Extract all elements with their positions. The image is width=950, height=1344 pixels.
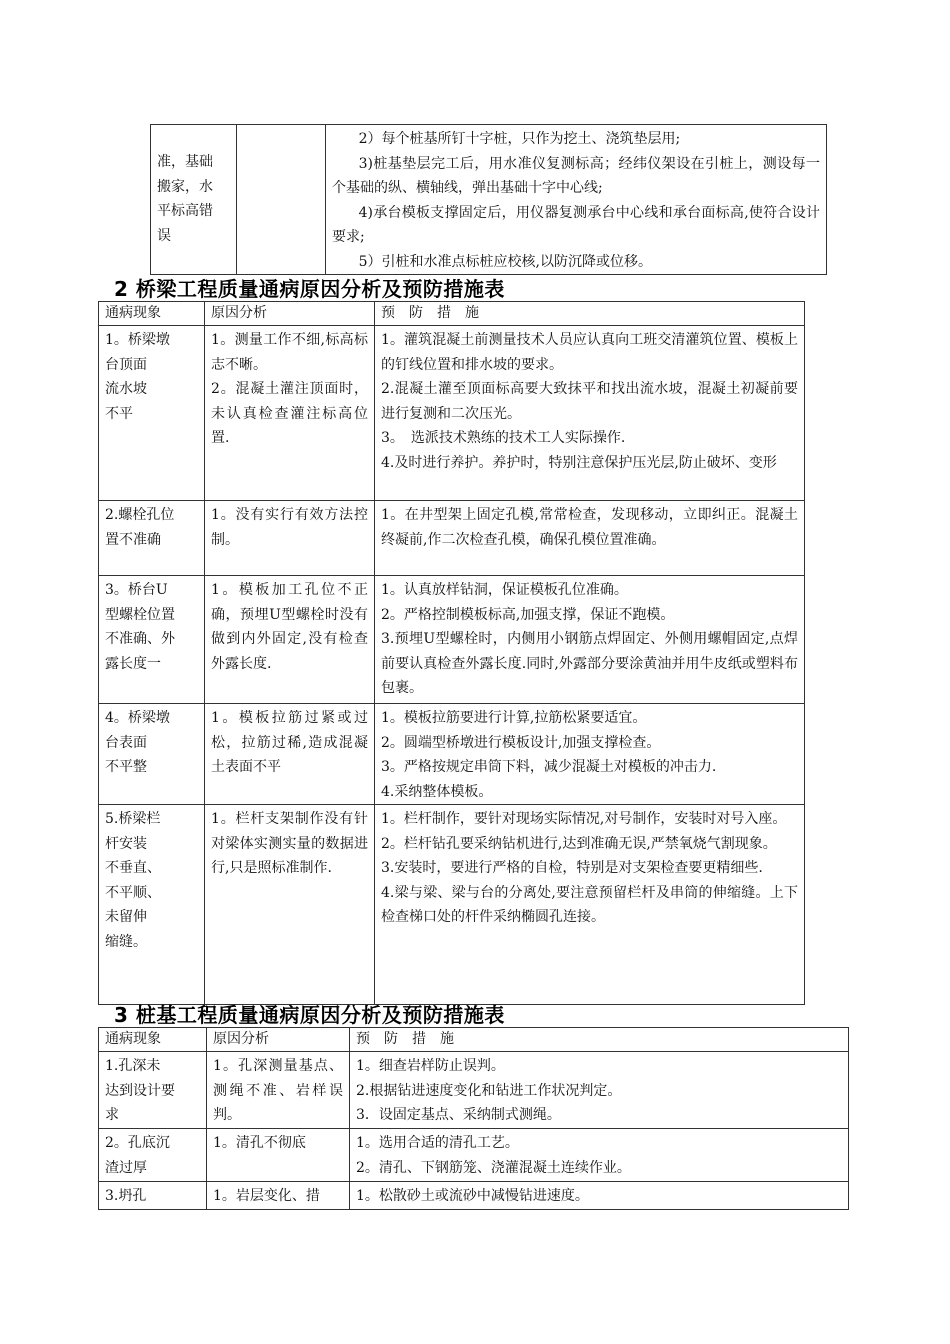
cause-item: 1。没有实行有效方法控制。 — [211, 507, 368, 548]
cell-line: 不垂直、 — [105, 860, 161, 876]
column-header-phenomenon: 通病现象 — [99, 1028, 207, 1052]
measure-item: 2。严格控制模板标高,加强支撑，保证不跑模。 — [381, 606, 675, 623]
cell-line: 未留伸 — [105, 909, 147, 925]
measure-item: 1。选用合适的清孔工艺。 — [356, 1135, 519, 1151]
measures-cell — [375, 576, 805, 704]
measure-item: 2。圆端型桥墩进行模板设计,加强支撑检查。 — [381, 734, 661, 751]
measure-item: 3.预埋U型螺栓时，内侧用小钢筋点焊固定、外侧用螺帽固定,点焊前要认真检查外露长度.同时,外露部分要涂黄油并用牛皮纸或塑料布包裹。 — [381, 631, 798, 696]
table-pile-quality — [98, 1027, 849, 1210]
cause-item: 1。岩层变化、措 — [213, 1188, 320, 1204]
phenomenon-cell — [99, 576, 205, 704]
cell-line: 求 — [105, 1107, 119, 1123]
column-header-phenomenon: 通病现象 — [99, 302, 205, 326]
measure-item: 2.根据钻进速度变化和钻进工作状况判定。 — [356, 1082, 622, 1099]
measure-item: 2。清孔、下钢筋笼、浇灌混凝土连续作业。 — [356, 1159, 631, 1176]
measure-item: 4)承台模板支撑固定后，用仪器复测承台中心线和承台面标高,使符合设计要求; — [332, 204, 820, 245]
measure-item: 5）引桩和水准点标桩应校核,以防沉降或位移。 — [358, 253, 652, 270]
cell-line: 5.桥梁栏 — [105, 811, 161, 827]
cell-line: 1.孔深未 — [105, 1058, 161, 1074]
cell-line: 1。桥梁墩 — [105, 332, 170, 348]
measure-item: 3.安装时，要进行严格的自检，特别是对支架检查要更精细些. — [381, 860, 763, 876]
column-header-cause: 原因分析 — [205, 302, 375, 326]
cell-line: 搬家，水 — [157, 178, 213, 195]
measure-item: 4.采纳整体模板。 — [381, 783, 493, 800]
cell-line: 置不准确 — [105, 531, 161, 548]
measure-item: 3。严格按规定串筒下料，减少混凝土对模板的冲击力. — [381, 759, 717, 775]
cell-line: 不平 — [105, 405, 133, 422]
cell-line: 3.坍孔 — [105, 1188, 147, 1204]
table-header-row — [99, 1028, 849, 1052]
cause-item: 1。测量工作不细,标高标志不晰。 — [211, 332, 368, 373]
cell-line: 不准确、外 — [105, 631, 175, 647]
measure-item: 1。细查岩样防止误判。 — [356, 1058, 505, 1074]
phenomenon-cell — [151, 125, 237, 275]
table-header-row — [99, 302, 805, 326]
cause-cell — [205, 576, 375, 704]
cell-line: 达到设计要 — [105, 1082, 175, 1099]
cause-cell — [237, 125, 326, 275]
measure-item: 2。栏杆钻孔要采纳钻机进行,达到准确无误,严禁氧烧气割现象。 — [381, 835, 777, 852]
cell-line: 露长度一 — [105, 655, 161, 672]
table-1-continuation — [150, 124, 827, 275]
cause-cell — [207, 1129, 350, 1182]
phenomenon-cell — [99, 1129, 207, 1182]
cell-line: 平标高错 — [157, 203, 213, 219]
table-row — [99, 1129, 849, 1182]
cause-item: 2。混凝土灌注顶面时，未认真检查灌注标高位置. — [211, 381, 368, 446]
section-2-title: 2 桥梁工程质量通病原因分析及预防措施表 — [114, 277, 505, 301]
cause-cell — [205, 326, 375, 501]
cell-line: 不平顺、 — [105, 884, 161, 901]
section-3-title: 3 桩基工程质量通病原因分析及预防措施表 — [114, 1003, 505, 1027]
measures-cell — [350, 1129, 849, 1182]
measure-item: 2）每个桩基所钉十字桩，只作为挖土、浇筑垫层用; — [358, 131, 681, 147]
cell-line: 杆安装 — [105, 835, 147, 852]
cell-line: 误 — [157, 227, 171, 244]
measure-item: 1。认真放样钻洞，保证模板孔位准确。 — [381, 582, 628, 598]
table-row — [99, 326, 805, 501]
table-row — [99, 576, 805, 704]
measure-item: 2.混凝土灌至顶面标高要大致抹平和找出流水坡，混凝土初凝前要进行复测和二次压光。 — [381, 381, 798, 422]
cause-cell — [205, 805, 375, 1005]
cell-line: 4。桥梁墩 — [105, 710, 170, 726]
cell-line: 不平整 — [105, 759, 147, 775]
measure-item: 1。灌筑混凝土前测量技术人员应认真向工班交清灌筑位置、模板上的钉线位置和排水坡的要求。 — [381, 332, 798, 373]
measures-cell — [375, 805, 805, 1005]
cell-line: 渣过厚 — [105, 1159, 147, 1176]
cell-line: 缩缝。 — [105, 933, 147, 950]
cell-line: 2.螺栓孔位 — [105, 507, 175, 523]
cause-item: 1。模板加工孔位不正确，预埋U型螺栓时没有做到内外固定,没有检查外露长度. — [211, 582, 368, 672]
column-header-cause: 原因分析 — [207, 1028, 350, 1052]
cell-line: 3。桥台U — [105, 582, 168, 598]
table-row — [99, 501, 805, 576]
cell-line: 2。孔底沉 — [105, 1135, 170, 1151]
measure-item: 3)桩基垫层完工后，用水准仪复测标高；经纬仪架设在引桩上，测设每一个基础的纵、横轴线，弹出基础十字中心线; — [332, 155, 820, 196]
table-row — [99, 1052, 849, 1129]
cause-cell — [205, 501, 375, 576]
cause-item: 1。栏杆支架制作没有针对梁体实测实量的数据进行,只是照标准制作. — [211, 811, 368, 876]
measure-item: 1。松散砂土或流砂中减慢钻进速度。 — [356, 1188, 589, 1204]
phenomenon-cell — [99, 805, 205, 1005]
measure-item: 4.及时进行养护。养护时，特别注意保护压光层,防止破坏、变形 — [381, 454, 777, 471]
cell-line: 台顶面 — [105, 356, 147, 373]
cell-line: 流水坡 — [105, 381, 147, 397]
measure-item: 3．设固定基点、采纳制式测绳。 — [356, 1107, 561, 1123]
measure-item: 1。模板拉筋要进行计算,拉筋松紧要适宜。 — [381, 710, 647, 726]
cell-line: 型螺栓位置 — [105, 606, 175, 623]
phenomenon-cell — [99, 1182, 207, 1210]
cause-cell — [205, 704, 375, 805]
measures-cell — [350, 1052, 849, 1129]
cause-cell — [207, 1182, 350, 1210]
column-header-measures: 预 防 措 施 — [375, 302, 805, 326]
cause-item: 1。清孔不彻底 — [213, 1135, 306, 1151]
table-row — [99, 1182, 849, 1210]
column-header-measures: 预 防 措 施 — [350, 1028, 849, 1052]
measures-cell — [350, 1182, 849, 1210]
measure-item: 1。栏杆制作，要针对现场实际情况,对号制作，安装时对号入座。 — [381, 811, 787, 827]
phenomenon-cell — [99, 704, 205, 805]
cause-item: 1。孔深测量基点、测绳不准、岩样误判。 — [213, 1058, 343, 1123]
measure-item: 4.梁与梁、梁与台的分离处,要注意预留栏杆及串筒的伸缩缝。上下检查梯口处的杆件采纳椭圆孔连接。 — [381, 884, 798, 925]
phenomenon-cell — [99, 326, 205, 501]
phenomenon-cell — [99, 501, 205, 576]
phenomenon-cell — [99, 1052, 207, 1129]
measure-item: 1。在井型架上固定孔模,常常检查，发现移动，立即纠正。混凝土终凝前,作二次检查孔模，确保孔模位置准确。 — [381, 507, 798, 548]
table-row — [99, 704, 805, 805]
cell-line: 台表面 — [105, 734, 147, 751]
measures-cell — [375, 704, 805, 805]
measure-item: 3。 选派技术熟练的技术工人实际操作. — [381, 430, 626, 446]
table-row — [99, 805, 805, 1005]
measures-cell — [375, 501, 805, 576]
measures-cell — [326, 125, 827, 275]
measures-cell — [375, 326, 805, 501]
cell-line: 准，基础 — [157, 154, 213, 170]
cause-item: 1。模板拉筋过紧或过松，拉筋过稀,造成混凝土表面不平 — [211, 710, 368, 775]
table-bridge-quality — [98, 301, 805, 1005]
table-row — [151, 125, 827, 275]
cause-cell — [207, 1052, 350, 1129]
